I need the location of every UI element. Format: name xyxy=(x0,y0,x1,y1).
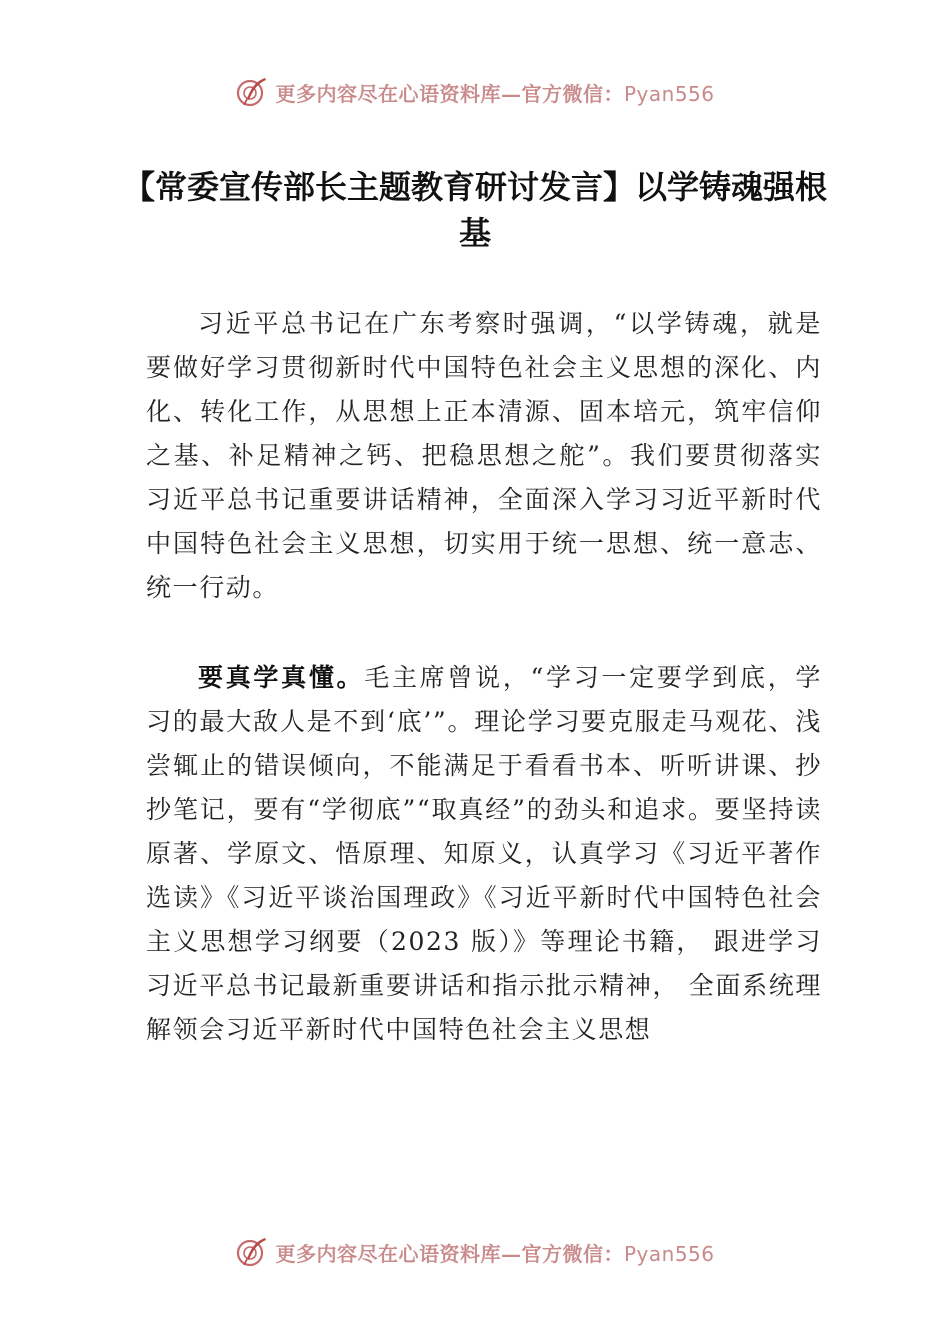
watermark-group xyxy=(235,75,714,109)
watermark-text xyxy=(275,1238,714,1267)
quill-logo-icon xyxy=(235,1235,269,1269)
body-paragraph-study xyxy=(146,656,822,1052)
footer-watermark xyxy=(0,1232,950,1272)
watermark-text xyxy=(275,78,714,107)
document-title: 【常委宣传部长主题教育研讨发言】以学铸魂强根基 xyxy=(122,168,827,252)
watermark-label: 更多内容尽在心语资料库—官方微信： xyxy=(275,81,624,106)
paragraph-text: 毛主席曾说，“学习一定要学到底，学习的最大敌人是不到‘底’”。理论学习要克服走马观花、浅尝辄止的错误倾向，不能满足于看看书本、听听讲课、抄抄笔记，要有“学彻底”“取真经”的劲头和追求。要坚持读原著、学原文、悟原理、知原义，认真学习《习近平著作选读》《习近平谈治国理政》《习近平新时代中国特色社会主义思想学习纲要（2023 版）》等理论书籍， 跟进学习习近平总书记最新重要讲话和指示批示精神， 全面系统理解领会习近平新时代中国特色社会主义思想 xyxy=(146,663,822,1044)
watermark-wechat-id: Pyan556 xyxy=(623,81,715,106)
header-watermark xyxy=(0,72,950,112)
paragraph-text: 习近平总书记在广东考察时强调，“以学铸魂，就是要做好学习贯彻新时代中国特色社会主义思想的深化、内化、转化工作，从思想上正本清源、固本培元，筑牢信仰之基、补足精神之钙、把稳思想之舵”。我们要贯彻落实习近平总书记重要讲话精神，全面深入学习习近平新时代中国特色社会主义思想，切实用于统一思想、统一意志、统一行动。 xyxy=(146,309,822,602)
quill-logo-icon xyxy=(235,75,269,109)
watermark-label: 更多内容尽在心语资料库—官方微信： xyxy=(275,1241,624,1266)
paragraph-lead: 要真学真懂。 xyxy=(198,663,365,692)
watermark-group xyxy=(235,1235,714,1269)
body-paragraph-intro xyxy=(146,302,822,610)
watermark-wechat-id: Pyan556 xyxy=(623,1241,715,1266)
